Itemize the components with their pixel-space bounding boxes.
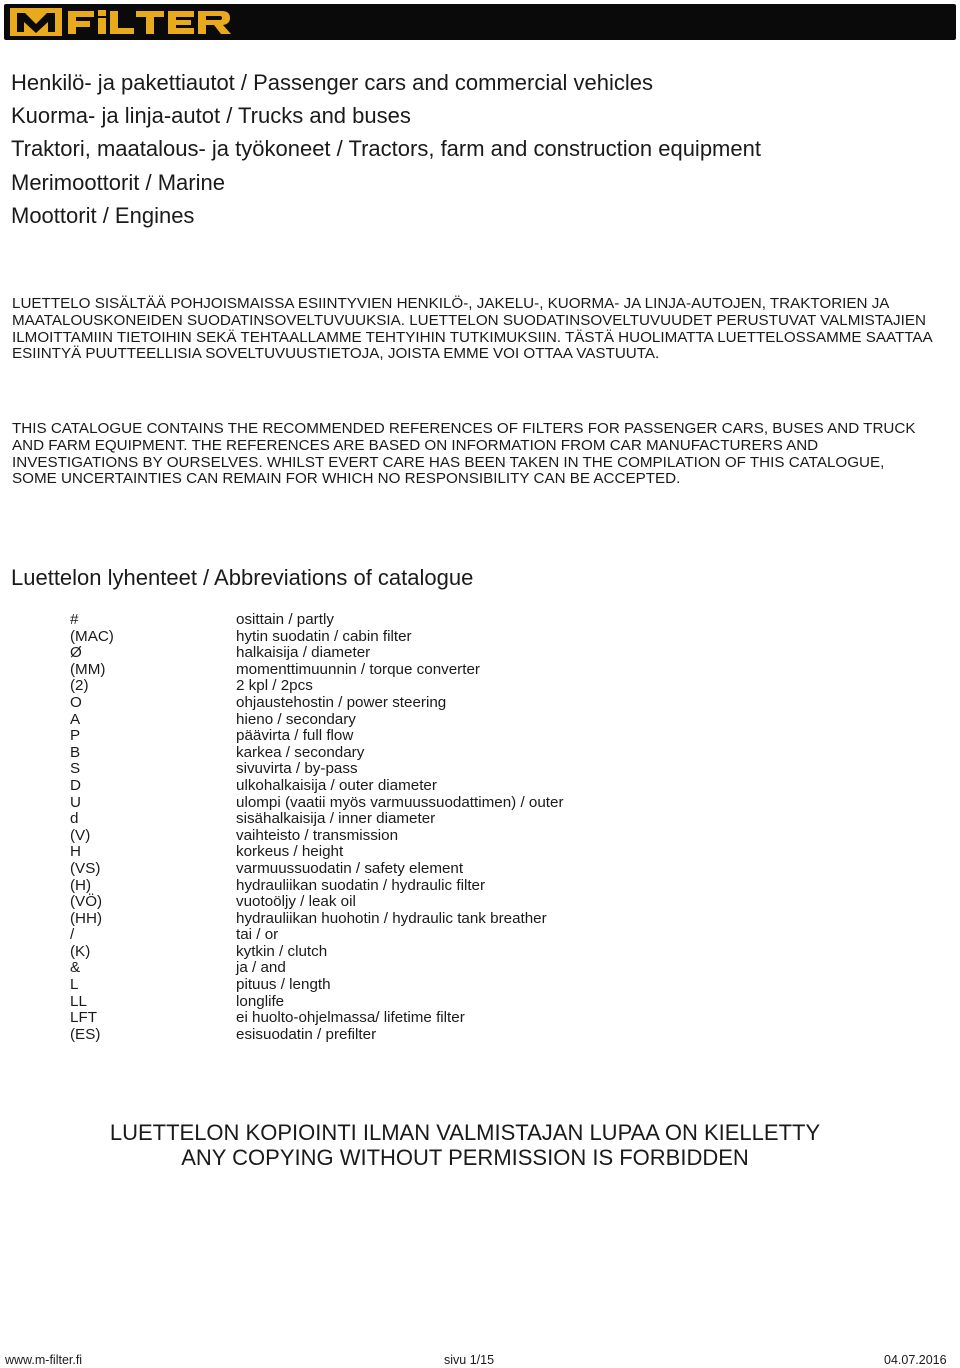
footer-page-number: sivu 1/15 xyxy=(444,1353,495,1367)
copy-notice-english: ANY COPYING WITHOUT PERMISSION IS FORBIDDEN xyxy=(181,1145,749,1170)
abbreviation-code: S xyxy=(70,760,81,778)
abbreviation-code: d xyxy=(70,810,79,828)
footer-url: www.m-filter.fi xyxy=(5,1353,83,1367)
abbreviation-description: ohjaustehostin / power steering xyxy=(236,693,447,711)
abbreviation-row xyxy=(70,994,564,1011)
abbreviation-row xyxy=(70,629,564,646)
abbreviation-description: esisuodatin / prefilter xyxy=(236,1025,377,1043)
abbreviation-row xyxy=(70,778,564,795)
category-item: Moottorit / Engines xyxy=(11,202,195,228)
abbreviation-code: (ES) xyxy=(70,1025,101,1043)
abbreviation-description: ei huolto-ohjelmassa/ lifetime filter xyxy=(236,1009,465,1027)
abbreviation-row xyxy=(70,795,564,812)
abbreviation-code: & xyxy=(70,959,81,977)
abbreviation-description: kytkin / clutch xyxy=(236,942,328,960)
abbreviation-description: karkea / secondary xyxy=(236,743,365,761)
abbreviation-row xyxy=(70,844,564,861)
abbreviations-table xyxy=(70,612,564,1043)
abbreviation-description: ja / and xyxy=(236,959,286,977)
abbreviation-description: osittain / partly xyxy=(236,611,334,628)
abbreviation-code: O xyxy=(70,693,82,711)
abbreviation-code: H xyxy=(70,843,81,861)
category-item: Kuorma- ja linja-autot / Trucks and buses xyxy=(11,103,411,129)
abbreviation-description: ulompi (vaatii myös varmuussuodattimen) / outer xyxy=(236,793,564,811)
abbreviation-code: P xyxy=(70,727,81,745)
abbreviation-row xyxy=(70,612,564,629)
abbreviation-row xyxy=(70,712,564,729)
abbreviation-code: (MAC) xyxy=(70,627,114,645)
abbreviation-description: tai / or xyxy=(236,926,279,944)
abbreviation-row xyxy=(70,911,564,928)
m-filter-logo xyxy=(10,7,240,37)
category-item: Henkilö- ja pakettiautot / Passenger cars and commercial vehicles xyxy=(11,70,653,95)
header-bar xyxy=(4,4,956,40)
abbreviation-description: varmuussuodatin / safety element xyxy=(236,859,464,877)
intro-english: THIS CATALOGUE CONTAINS THE RECOMMENDED REFERENCES OF FILTERS FOR PASSENGER CARS, BUSES AND TRUCK AND FARM EQUIPMENT. THE REFERENCES ARE BASED ON INFORMATION FROM CAR MANUFACTURERS AND INVESTIGATIONS BY OURSELVES. WHILST EVERT CARE HAS BEEN TAKEN IN THE COMPILATION OF THIS CATALOGUE, SOME UNCERTAINTIES CAN REMAIN FOR WHICH NO RESPONSIBILITY CAN BE ACCEPTED. xyxy=(12,420,916,488)
abbreviation-description: sisähalkaisija / inner diameter xyxy=(236,810,436,828)
abbreviation-row xyxy=(70,678,564,695)
abbreviation-description: 2 kpl / 2pcs xyxy=(236,677,313,695)
abbreviation-code: (K) xyxy=(70,942,91,960)
abbreviation-description: ulkohalkaisija / outer diameter xyxy=(236,776,437,794)
category-item: Traktori, maatalous- ja työkoneet / Tractors, farm and construction equipment xyxy=(11,136,761,162)
abbreviation-row xyxy=(70,1010,564,1027)
abbreviation-description: korkeus / height xyxy=(236,843,344,861)
abbreviation-row xyxy=(70,861,564,878)
abbreviation-description: momenttimuunnin / torque converter xyxy=(236,660,480,678)
abbreviation-row xyxy=(70,944,564,961)
abbreviation-description: vaihteisto / transmission xyxy=(236,826,399,844)
abbreviation-row xyxy=(70,927,564,944)
vehicle-categories xyxy=(11,66,761,232)
abbreviation-description: sivuvirta / by-pass xyxy=(236,760,358,778)
abbreviation-code: D xyxy=(70,776,81,794)
abbreviation-row xyxy=(70,761,564,778)
abbreviation-code: A xyxy=(70,710,81,728)
abbreviation-description: hieno / secondary xyxy=(236,710,356,728)
abbreviation-code: LFT xyxy=(70,1009,98,1027)
abbreviation-row xyxy=(70,695,564,712)
copy-notice xyxy=(0,1120,930,1170)
abbreviation-code: B xyxy=(70,743,81,761)
abbreviation-row xyxy=(70,894,564,911)
abbreviation-description: hydrauliikan suodatin / hydraulic filter xyxy=(236,876,486,894)
abbreviation-code: Ø xyxy=(70,644,82,662)
abbreviation-code: (VÖ) xyxy=(70,893,103,911)
category-item: Merimoottorit / Marine xyxy=(11,169,225,195)
abbreviation-description: pituus / length xyxy=(236,976,331,994)
copy-notice-finnish: LUETTELON KOPIOINTI ILMAN VALMISTAJAN LUPAA ON KIELLETTY xyxy=(109,1120,821,1145)
abbreviation-code: (2) xyxy=(70,677,89,695)
abbreviation-row xyxy=(70,878,564,895)
abbreviation-code: (V) xyxy=(70,826,91,844)
abbreviation-row xyxy=(70,828,564,845)
abbreviations-title: Luettelon lyhenteet / Abbreviations of catalogue xyxy=(11,565,474,590)
abbreviation-row xyxy=(70,977,564,994)
abbreviation-description: hytin suodatin / cabin filter xyxy=(236,627,412,645)
abbreviation-description: vuotoöljy / leak oil xyxy=(236,893,356,911)
abbreviation-code: (VS) xyxy=(70,859,101,877)
abbreviation-code: (HH) xyxy=(70,909,103,927)
abbreviation-code: / xyxy=(70,926,75,944)
abbreviation-code: (MM) xyxy=(70,660,106,678)
intro-finnish: LUETTELO SISÄLTÄÄ POHJOISMAISSA ESIINTYVIEN HENKILÖ-, JAKELU-, KUORMA- JA LINJA-AUTOJEN, TRAKTORIEN JA MAATALOUSKONEIDEN SUODATINSOVELTUVUUKSIA. LUETTELON SUODATINSOVELTUVUUDET PERUSTUVAT VALMISTAJIEN ILMOITTAMIIN TIETOIHIN SEKÄ TEHTAALLAMME TEHTYIHIN TUTKIMUKSIIN. TÄSTÄ HUOLIMATTA LUETTELOSSAMME SAATTAA ESIINTYÄ PUUTTEELLISIA SOVELTUVUUSTIETOJA, JOISTA EMME VOI OTTAA VASTUUTA. xyxy=(12,295,932,363)
abbreviation-row xyxy=(70,811,564,828)
abbreviation-row xyxy=(70,728,564,745)
abbreviation-row xyxy=(70,645,564,662)
abbreviation-code: LL xyxy=(70,992,87,1010)
abbreviation-row xyxy=(70,960,564,977)
abbreviation-description: hydrauliikan huohotin / hydraulic tank breather xyxy=(236,909,547,927)
abbreviation-description: halkaisija / diameter xyxy=(236,644,371,662)
abbreviation-description: longlife xyxy=(236,992,285,1010)
abbreviation-code: # xyxy=(70,611,79,628)
abbreviation-row xyxy=(70,745,564,762)
abbreviation-code: L xyxy=(70,976,79,994)
abbreviation-code: (H) xyxy=(70,876,92,894)
footer-date: 04.07.2016 xyxy=(884,1353,947,1367)
abbreviation-row xyxy=(70,662,564,679)
abbreviation-description: päävirta / full flow xyxy=(236,727,354,745)
abbreviation-code: U xyxy=(70,793,81,811)
abbreviation-row xyxy=(70,1027,564,1044)
